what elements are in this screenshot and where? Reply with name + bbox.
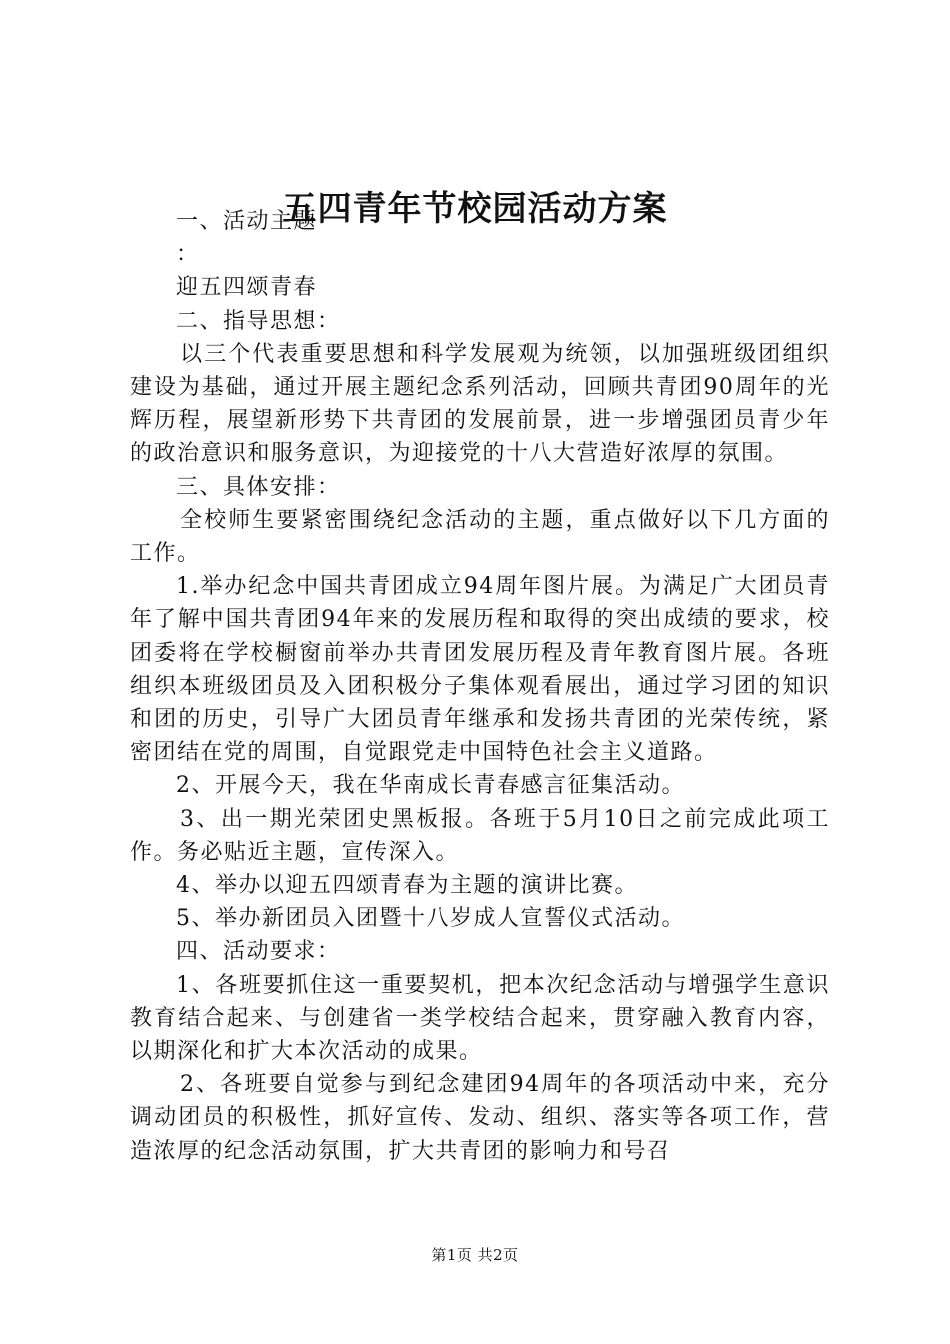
paragraph: 全校师生要紧密围绕纪念活动的主题，重点做好以下几方面的工作。 bbox=[130, 507, 830, 567]
paragraph: 5、举办新团员入团暨十八岁成人宣誓仪式活动。 bbox=[176, 906, 685, 932]
paragraph: 2、开展今天，我在华南成长青春感言征集活动。 bbox=[176, 773, 685, 799]
paragraph: 1、各班要抓住这一重要契机，把本次纪念活动与增强学生意识教育结合起来、与创建省一类学校结合起来，贯穿融入教育内容，以期深化和扩大本次活动的成果。 bbox=[130, 972, 830, 1065]
paragraph: ： bbox=[176, 242, 200, 268]
paragraph: 以三个代表重要思想和科学发展观为统领，以加强班级团组织建设为基础，通过开展主题纪念系列活动，回顾共青团90周年的光辉历程，展望新形势下共青团的发展前景，进一步增强团员青少年的政治意识和服务意识，为迎接党的十八大营造好浓厚的氛围。 bbox=[130, 341, 830, 467]
section-heading: 二、指导思想： bbox=[176, 308, 341, 334]
paragraph: 1.举办纪念中国共青团成立94周年图片展。为满足广大团员青年了解中国共青团94年来的发展历程和取得的突出成绩的要求，校团委将在学校橱窗前举办共青团发展历程及青年教育图片展。各班组织本班级团员及入团积极分子集体观看展出，通过学习团的知识和团的历史，引导广大团员青年继承和发扬共青团的光荣传统，紧密团结在党的周围，自觉跟党走中国特色社会主义道路。 bbox=[130, 574, 830, 766]
paragraph: 4、举办以迎五四颂青春为主题的演讲比赛。 bbox=[176, 873, 638, 899]
page-footer: 第1页 共2页 bbox=[431, 1246, 519, 1264]
section-heading: 一、活动主题 bbox=[176, 209, 318, 234]
paragraph: 3、出一期光荣团史黑板报。各班于5月10日之前完成此项工作。务必贴近主题，宣传深入。 bbox=[130, 806, 830, 865]
document-body bbox=[130, 205, 830, 1168]
section-heading: 四、活动要求： bbox=[176, 939, 341, 965]
document-title: 五四青年节校园活动方案 bbox=[282, 189, 668, 229]
paragraph: 2、各班要自觉参与到纪念建团94周年的各项活动中来，充分调动团员的积极性，抓好宣传、发动、组织、落实等各项工作，营造浓厚的纪念活动氛围，扩大共青团的影响力和号召 bbox=[130, 1072, 830, 1164]
section-heading: 三、具体安排： bbox=[176, 474, 341, 500]
paragraph: 迎五四颂青春 bbox=[176, 275, 318, 301]
